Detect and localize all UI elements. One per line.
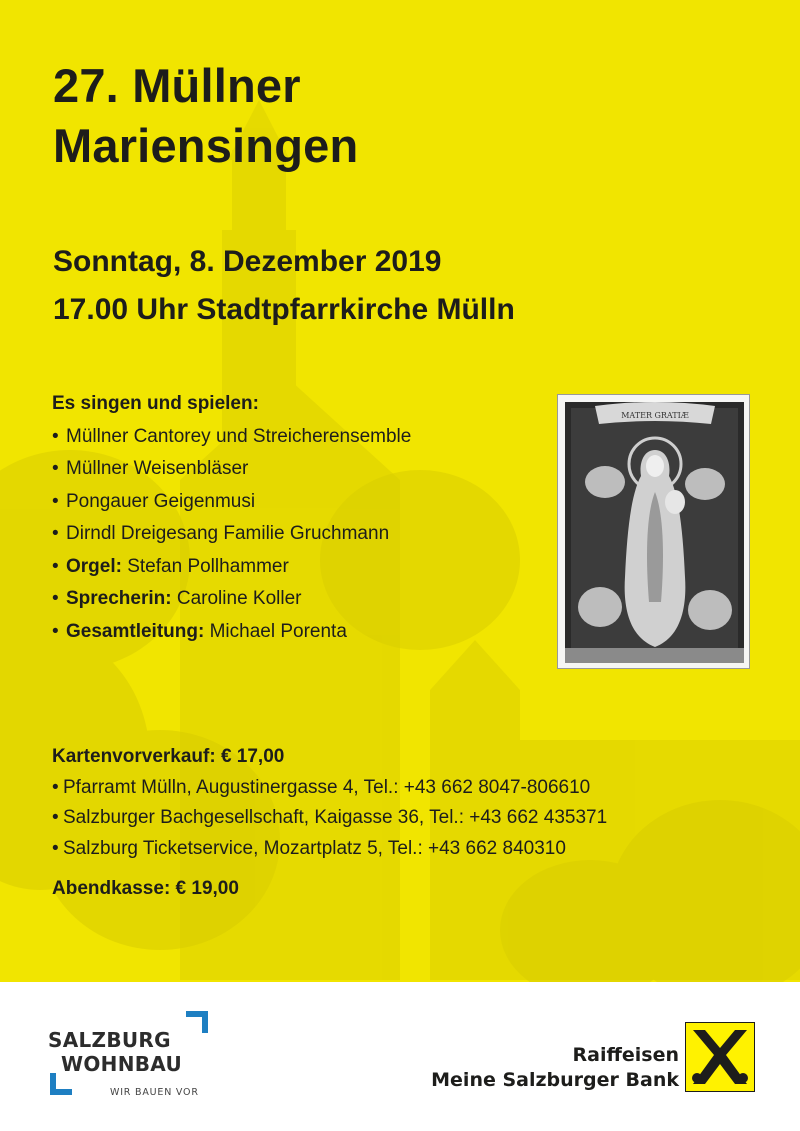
list-item — [52, 803, 607, 834]
salzburg-wohnbau-logo — [48, 1011, 208, 1101]
bullet: • — [52, 555, 59, 577]
bullet: • — [52, 523, 59, 544]
ticket-outlet: Pfarramt Mülln, Augustinergasse 4, Tel.: +43 662 8047-806610 — [63, 776, 591, 798]
list-item — [52, 486, 411, 519]
logo-corner-top-icon — [186, 1011, 208, 1033]
poster-title — [53, 56, 358, 176]
list-item — [52, 834, 607, 865]
raiffeisen-line-2: Meine Salzburger Bank — [431, 1069, 679, 1091]
role-name: Michael Porenta — [209, 620, 347, 642]
ticket-outlet: Salzburger Bachgesellschaft, Kaigasse 36, Tel.: +43 662 435371 — [63, 807, 608, 828]
performers-section — [52, 388, 411, 648]
title-line-1: 27. Müllner — [53, 59, 301, 112]
box-office-price: Abendkasse: € 19,00 — [52, 878, 239, 899]
performer-name: Dirndl Dreigesang Familie Gruchmann — [66, 523, 390, 544]
ticket-outlet: Salzburg Ticketservice, Mozartplatz 5, Tel.: +43 662 840310 — [63, 837, 566, 859]
list-item — [52, 518, 411, 551]
raiffeisen-line-1: Raiffeisen — [572, 1044, 679, 1066]
role-label: Sprecherin: — [66, 588, 172, 609]
madonna-statue-image — [565, 402, 744, 663]
list-item — [52, 616, 411, 649]
performer-name: Müllner Cantorey und Streicherensemble — [66, 425, 412, 447]
bullet: • — [52, 776, 59, 798]
role-label: Gesamtleitung: — [66, 620, 205, 642]
bullet: • — [52, 620, 59, 642]
bullet: • — [52, 588, 59, 609]
bullet: • — [52, 425, 59, 447]
tickets-section — [52, 742, 607, 864]
list-item — [52, 583, 411, 616]
title-line-2: Mariensingen — [53, 119, 359, 172]
event-date: Sonntag, 8. Dezember 2019 — [53, 245, 442, 278]
raiffeisen-wordmark — [431, 1043, 679, 1093]
ticket-outlets-list — [52, 773, 607, 865]
performers-heading: Es singen und spielen: — [52, 393, 259, 414]
event-time-place: 17.00 Uhr Stadtpfarrkirche Mülln — [53, 293, 515, 326]
role-name: Stefan Pollhammer — [127, 555, 289, 577]
madonna-photo — [557, 394, 750, 669]
raiffeisen-gable-cross-icon — [685, 1022, 755, 1092]
list-item — [52, 551, 411, 584]
role-label: Orgel: — [66, 555, 122, 577]
logo-corner-bottom-icon — [50, 1073, 72, 1095]
wohnbau-line-1: SALZBURG — [48, 1028, 171, 1052]
list-item — [52, 421, 411, 454]
list-item — [52, 453, 411, 486]
bullet: • — [52, 490, 59, 512]
bullet: • — [52, 837, 59, 859]
performer-name: Pongauer Geigenmusi — [66, 490, 256, 512]
wohnbau-tagline: WIR BAUEN VOR — [110, 1087, 199, 1098]
list-item — [52, 773, 607, 804]
event-details — [53, 238, 515, 334]
role-name: Caroline Koller — [176, 588, 302, 609]
bullet: • — [52, 807, 59, 828]
image-inscription: MATER GRATIÆ — [621, 411, 689, 420]
performer-name: Müllner Weisenbläser — [66, 458, 249, 479]
presale-heading: Kartenvorverkauf: € 17,00 — [52, 746, 285, 767]
performers-list — [52, 421, 411, 649]
bullet: • — [52, 458, 59, 479]
wohnbau-line-2: WOHNBAU — [61, 1052, 182, 1076]
